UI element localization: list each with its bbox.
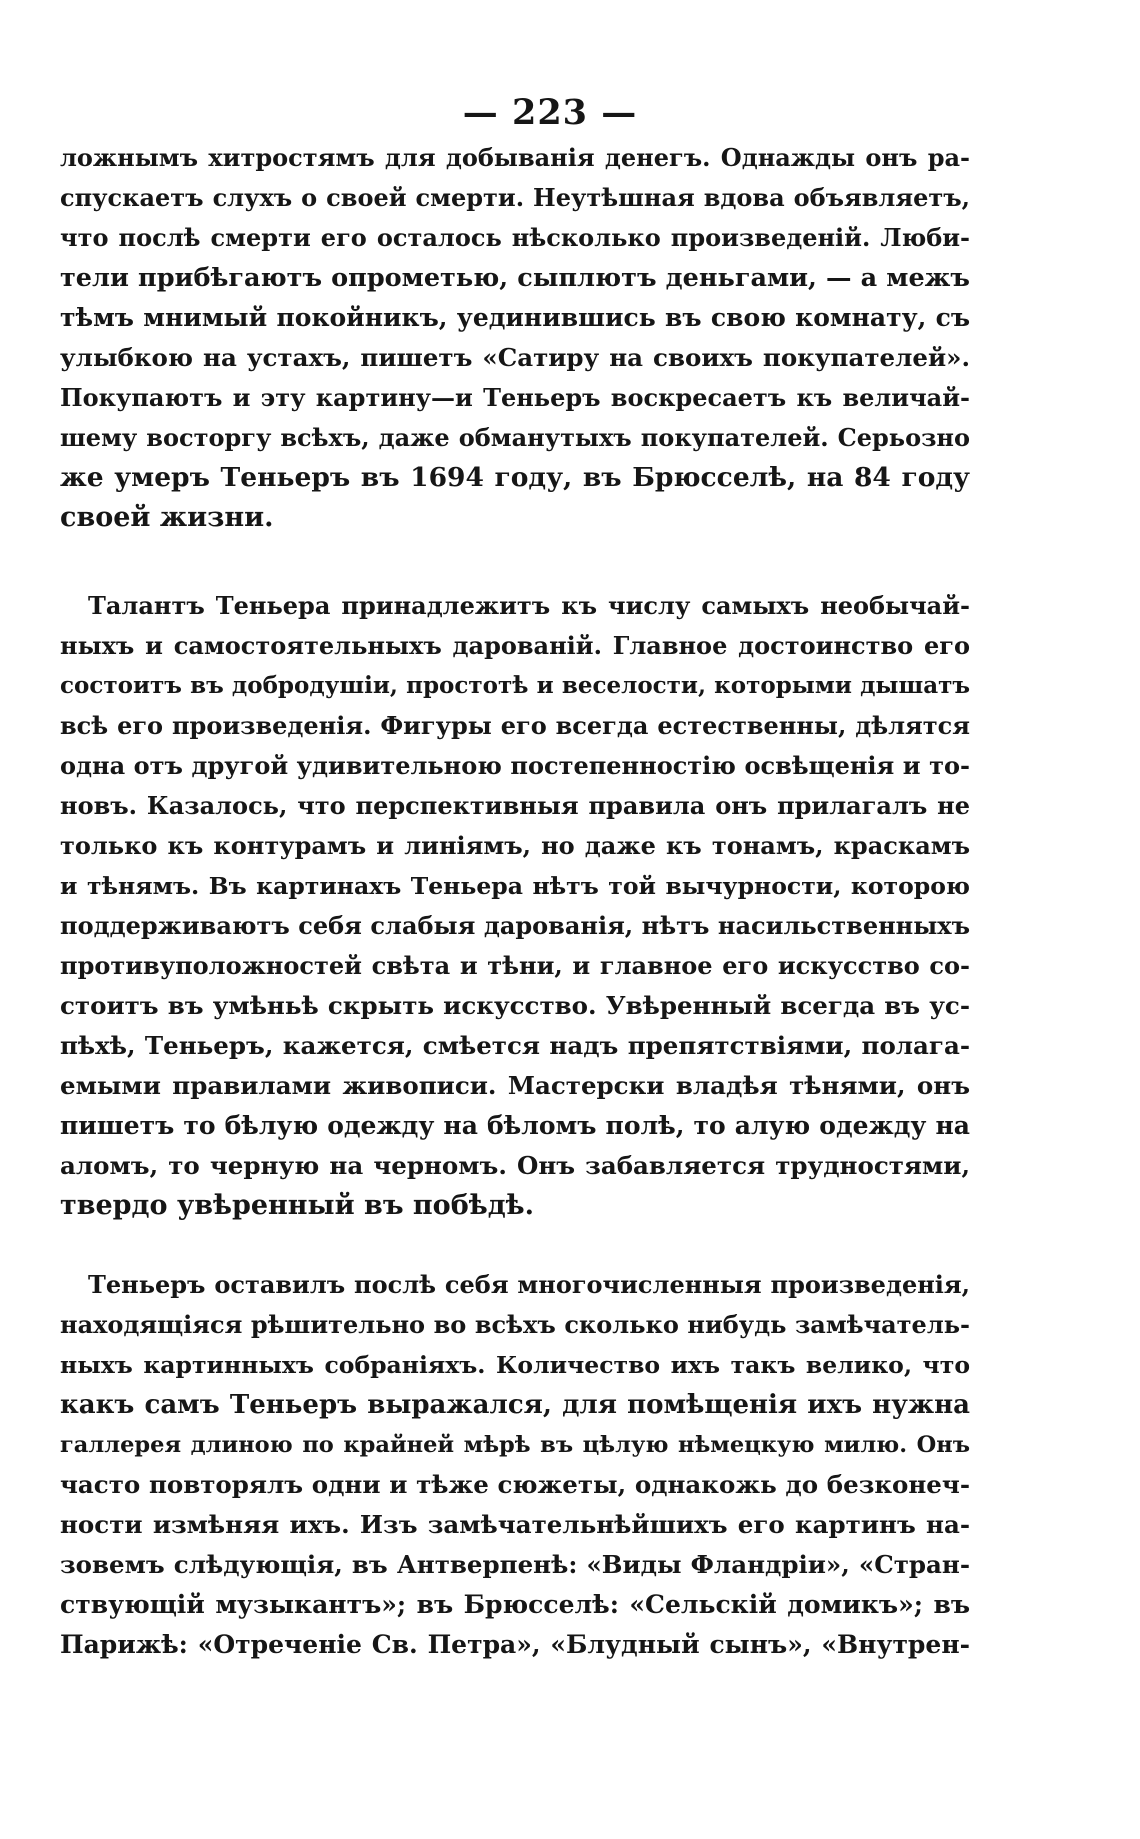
text-line: ности измѣняя ихъ. Изъ замѣчательнѣйшихъ его картинъ на-: [60, 1510, 970, 1539]
text-line: твердо увѣренный въ побѣдѣ.: [60, 1190, 535, 1221]
paragraph-1: [60, 138, 970, 538]
text-line: ныхъ и самостоятельныхъ дарованій. Главное достоинство его: [60, 631, 970, 660]
paragraph-2: [60, 586, 970, 1226]
text-line: емыми правилами живописи. Мастерски владѣя тѣнями, онъ: [60, 1071, 970, 1100]
text-line: что послѣ смерти его осталось нѣсколько произведеній. Люби-: [60, 223, 970, 252]
text-line: часто повторялъ одни и тѣже сюжеты, однакожь до безконеч-: [60, 1470, 970, 1499]
paragraph-3: [60, 1265, 970, 1665]
text-line: шему восторгу всѣхъ, даже обманутыхъ покупателей. Серьозно: [60, 423, 970, 452]
text-line: пишетъ то бѣлую одежду на бѣломъ полѣ, то алую одежду на: [60, 1111, 970, 1140]
text-line: противуположностей свѣта и тѣни, и главное его искусство со-: [60, 951, 970, 980]
text-line: зовемъ слѣдующія, въ Антверпенѣ: «Виды Фландріи», «Стран-: [60, 1550, 970, 1579]
text-line: Талантъ Теньера принадлежитъ къ числу самыхъ необычай-: [88, 591, 970, 620]
text-line: находящіяся рѣшительно во всѣхъ сколько нибудь замѣчатель-: [60, 1310, 970, 1339]
text-line: одна отъ другой удивительною постепенностію освѣщенія и то-: [60, 751, 970, 780]
text-line: пѣхѣ, Теньеръ, кажется, смѣется надъ препятствіями, полага-: [60, 1031, 970, 1060]
text-line: состоитъ въ добродушіи, простотѣ и веселости, которыми дышатъ: [60, 672, 970, 699]
text-line: поддерживаютъ себя слабыя дарованія, нѣтъ насильственныхъ: [60, 911, 970, 940]
text-line: и тѣнямъ. Въ картинахъ Теньера нѣтъ той вычурности, которою: [60, 872, 970, 900]
text-line: стоитъ въ умѣньѣ скрыть искусство. Увѣренный всегда въ ус-: [60, 991, 970, 1020]
text-line: улыбкою на устахъ, пишетъ «Сатиру на своихъ покупателей».: [60, 343, 970, 372]
text-line: Покупаютъ и эту картину—и Теньеръ воскресаетъ къ величай-: [60, 383, 970, 412]
text-line: галлерея длиною по крайней мѣрѣ въ цѣлую нѣмецкую милю. Онъ: [60, 1432, 970, 1458]
text-line: ствующій музыкантъ»; въ Брюсселѣ: «Сельскій домикъ»; въ: [60, 1590, 970, 1619]
text-line: тѣмъ мнимый покойникъ, уединившись въ свою комнату, съ: [60, 303, 970, 332]
text-line: всѣ его произведенія. Фигуры его всегда естественны, дѣлятся: [60, 711, 970, 740]
text-line: Парижѣ: «Отреченіе Св. Петра», «Блудный сынъ», «Внутрен-: [60, 1630, 970, 1659]
text-line: новъ. Казалось, что перспективныя правила онъ прилагалъ не: [60, 791, 970, 820]
text-line: какъ самъ Теньеръ выражался, для помѣщенія ихъ нужна: [60, 1390, 970, 1420]
text-line: своей жизни.: [60, 502, 274, 533]
text-line: ложнымъ хитростямъ для добыванія денегъ. Однажды онъ ра-: [60, 143, 970, 172]
text-line: ныхъ картинныхъ собраніяхъ. Количество ихъ такъ велико, что: [60, 1351, 970, 1379]
page-number: — 223 —: [462, 92, 638, 133]
text-line: только къ контурамъ и линіямъ, но даже къ тонамъ, краскамъ: [60, 831, 970, 860]
text-line: аломъ, то черную на черномъ. Онъ забавляется трудностями,: [60, 1151, 970, 1180]
text-line: тели прибѣгаютъ опрометью, сыплютъ деньгами, — а межъ: [60, 263, 970, 293]
text-line: спускаетъ слухъ о своей смерти. Неутѣшная вдова объявляетъ,: [60, 183, 970, 212]
text-line: Теньеръ оставилъ послѣ себя многочисленныя произведенія,: [88, 1270, 970, 1299]
text-line: же умеръ Теньеръ въ 1694 году, въ Брюсселѣ, на 84 году: [60, 462, 970, 493]
